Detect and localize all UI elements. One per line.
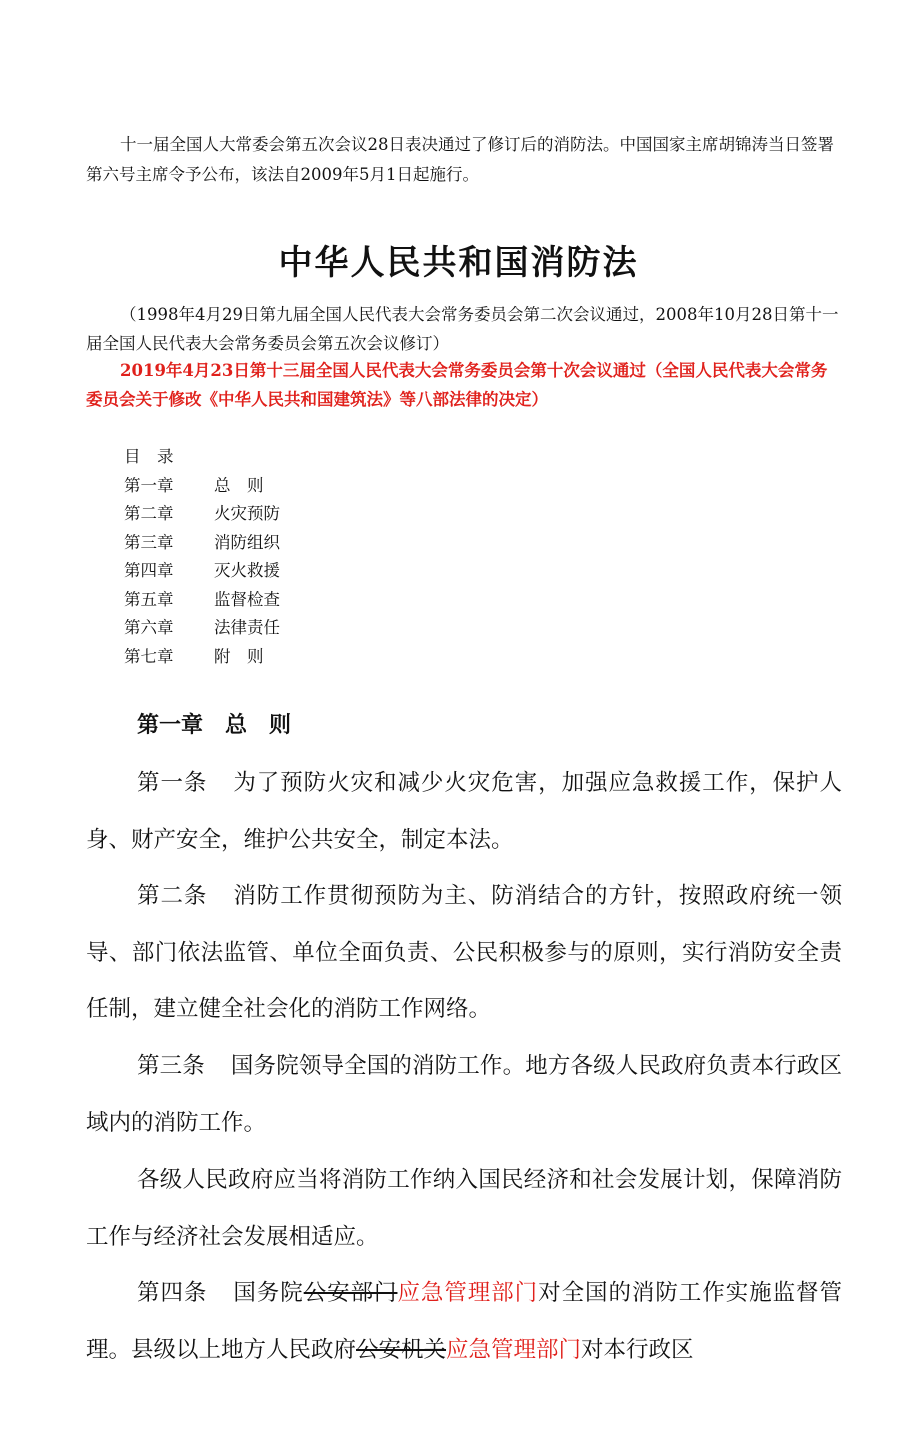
toc-chapter-title: 监督检查	[214, 589, 280, 609]
article-text: 国务院领导全国的消防工作。地方各级人民政府负责本行政区域内的消防工作。	[86, 1053, 842, 1136]
inserted-text: 应急管理部门	[446, 1336, 582, 1363]
article-text: 国务院	[233, 1280, 304, 1306]
toc-chapter-title: 附 则	[214, 646, 264, 666]
article-label: 第四条	[137, 1280, 208, 1306]
toc-chapter-number: 第五章	[124, 589, 174, 609]
toc-chapter-number: 第一章	[124, 475, 174, 495]
law-title: 中华人民共和国消防法	[278, 243, 639, 283]
toc-item	[124, 472, 280, 501]
toc-chapter-title: 总 则	[214, 475, 264, 495]
article-4	[86, 1265, 842, 1378]
article-3	[86, 1038, 842, 1151]
toc-item	[124, 614, 280, 643]
toc-item	[124, 500, 280, 529]
toc-chapter-number: 第四章	[124, 561, 174, 580]
enactment-history: （1998年4月29日第九届全国人民代表大会常务委员会第二次会议通过，2008年10月28日第十一届全国人民代表大会常务委员会第五次会议修订）	[86, 305, 839, 353]
article-1	[86, 755, 842, 868]
article-text: 对本行政区	[581, 1336, 694, 1363]
toc-item	[124, 529, 280, 558]
chapter-heading: 第一章 总 则	[137, 713, 292, 738]
toc-chapter-number: 第二章	[124, 504, 174, 523]
article-label: 第二条	[137, 883, 208, 909]
amendment-note: 2019年4月23日第十三届全国人民代表大会常务委员会第十次会议通过（全国人民代表大会常务委员会关于修改《中华人民共和国建筑法》等八部法律的决定）	[86, 361, 828, 409]
article-label: 第一条	[137, 770, 208, 796]
toc-chapter-number: 第七章	[124, 646, 174, 666]
article-text: 消防工作贯彻预防为主、防消结合的方针，按照政府统一领导、部门依法监管、单位全面负责、公民积极参与的原则，实行消防安全责任制，建立健全社会化的消防工作网络。	[86, 883, 842, 1022]
article-3-paragraph-2: 各级人民政府应当将消防工作纳入国民经济和社会发展计划，保障消防工作与经济社会发展相适应。	[86, 1167, 842, 1250]
deleted-text: 公安机关	[356, 1336, 447, 1363]
toc-chapter-title: 火灾预防	[214, 504, 280, 523]
toc-heading: 目 录	[124, 447, 174, 466]
article-text: 为了预防火灾和减少火灾危害，加强应急救援工作，保护人身、财产安全，维护公共安全，制定本法。	[86, 770, 842, 853]
toc-item	[124, 643, 280, 672]
toc-item	[124, 586, 280, 615]
article-label: 第三条	[137, 1053, 205, 1079]
toc-chapter-title: 灭火救援	[214, 561, 280, 580]
article-2	[86, 868, 842, 1038]
deleted-text: 公安部门	[303, 1280, 398, 1306]
toc-chapter-number: 第六章	[124, 618, 174, 637]
toc-chapter-number: 第三章	[124, 532, 174, 552]
toc-chapter-title: 消防组织	[214, 532, 280, 552]
table-of-contents	[124, 443, 280, 671]
toc-chapter-title: 法律责任	[214, 618, 280, 637]
toc-item	[124, 557, 280, 586]
inserted-text: 应急管理部门	[397, 1280, 539, 1306]
intro-paragraph: 十一届全国人大常委会第五次会议28日表决通过了修订后的消防法。中国国家主席胡锦涛当日签署第六号主席令予公布，该法自2009年5月1日起施行。	[86, 135, 834, 184]
article-text: 对全国的消防工作实施监督管理。县级以上地方人民政府	[86, 1280, 842, 1363]
